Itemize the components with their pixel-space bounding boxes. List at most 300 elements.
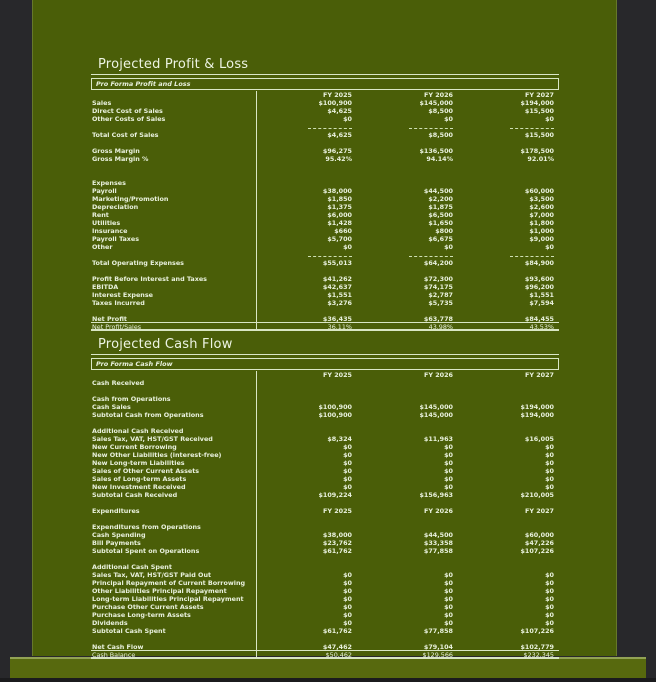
cell-value: $50,462 xyxy=(325,651,352,659)
table-row xyxy=(91,179,559,187)
cell-value: $178,500 xyxy=(520,147,554,155)
spacer-row xyxy=(91,515,559,523)
cell-value: $44,500 xyxy=(423,187,453,195)
dash-separator xyxy=(352,123,453,131)
spacer-row xyxy=(91,387,559,395)
cell-value xyxy=(352,139,453,147)
table-row xyxy=(91,435,559,443)
background-window-bar xyxy=(10,657,646,678)
table-row xyxy=(91,219,559,227)
cell-value: $136,500 xyxy=(419,147,453,155)
cell-value: $2,600 xyxy=(529,203,554,211)
cell-value: $38,000 xyxy=(322,187,352,195)
profit-loss-title: Projected Profit & Loss xyxy=(91,57,559,75)
table-row xyxy=(91,611,559,619)
cell-value: $77,858 xyxy=(423,547,453,555)
cell-value: 43.98% xyxy=(428,323,453,331)
profit-loss-subtitle-label: Pro Forma Profit and Loss xyxy=(96,80,191,88)
cell-value xyxy=(352,555,453,563)
cell-value: $60,000 xyxy=(524,187,554,195)
row-label: Sales Tax, VAT, HST/GST Received xyxy=(91,435,257,443)
cell-value: $0 xyxy=(545,475,554,483)
cell-value xyxy=(257,523,352,531)
row-label: EBITDA xyxy=(91,283,257,291)
cell-value xyxy=(352,499,453,507)
cell-value: $7,000 xyxy=(529,211,554,219)
table-row xyxy=(91,459,559,467)
table-row xyxy=(91,547,559,555)
cell-value xyxy=(453,395,559,403)
table-row xyxy=(91,643,559,651)
cell-value: $0 xyxy=(444,571,453,579)
cell-value: $38,000 xyxy=(322,531,352,539)
profit-loss-subtitle xyxy=(91,78,559,90)
dash-separator xyxy=(453,123,559,131)
table-row xyxy=(91,507,559,515)
cell-value: $61,762 xyxy=(322,627,352,635)
table-row xyxy=(91,299,559,307)
row-label: Payroll Taxes xyxy=(91,235,257,243)
table-row xyxy=(91,587,559,595)
cell-value: $74,175 xyxy=(423,283,453,291)
row-label: Other Liabilities Principal Repayment xyxy=(91,587,257,595)
cell-value: $0 xyxy=(343,595,352,603)
row-label: Purchase Long-term Assets xyxy=(91,611,257,619)
table-row xyxy=(91,395,559,403)
row-label: Rent xyxy=(91,211,257,219)
cell-value: $6,500 xyxy=(428,211,453,219)
cell-value: $0 xyxy=(545,579,554,587)
dash-separator xyxy=(453,251,559,259)
cell-value: $0 xyxy=(444,467,453,475)
cell-value: $2,200 xyxy=(428,195,453,203)
cell-value: $1,875 xyxy=(428,203,453,211)
cell-value: $7,594 xyxy=(529,299,554,307)
cell-value: FY 2025 xyxy=(322,371,352,379)
cell-value: $145,000 xyxy=(419,403,453,411)
cell-value xyxy=(352,523,453,531)
cell-value: $0 xyxy=(343,483,352,491)
spacer-row xyxy=(91,555,559,563)
row-label: Long-term Liabilities Principal Repayment xyxy=(91,595,257,603)
table-row xyxy=(91,467,559,475)
cell-value: FY 2025 xyxy=(322,507,352,515)
row-label: Cash Balance xyxy=(91,651,257,657)
table-row xyxy=(91,235,559,243)
row-label: Marketing/Promotion xyxy=(91,195,257,203)
row-label: Cash Received xyxy=(91,379,257,387)
cell-value: $210,005 xyxy=(520,491,554,499)
cell-value: $1,850 xyxy=(327,195,352,203)
cell-value xyxy=(257,267,352,275)
table-row xyxy=(91,379,559,387)
row-label xyxy=(91,555,257,563)
spacer-row xyxy=(91,635,559,643)
table-row xyxy=(91,315,559,323)
spacer-row xyxy=(91,267,559,275)
dash-separator xyxy=(257,123,352,131)
cell-value: $72,300 xyxy=(423,275,453,283)
cell-value: $0 xyxy=(545,619,554,627)
cell-value: $0 xyxy=(545,115,554,123)
cell-value: FY 2026 xyxy=(423,507,453,515)
cell-value xyxy=(352,179,453,187)
cell-value: FY 2025 xyxy=(322,91,352,99)
cell-value: $2,787 xyxy=(428,291,453,299)
cell-value: $0 xyxy=(545,451,554,459)
spacer-row xyxy=(91,171,559,179)
row-label xyxy=(91,515,257,523)
cell-value: $0 xyxy=(545,459,554,467)
table-row xyxy=(91,563,559,571)
cell-value: $145,000 xyxy=(419,411,453,419)
cell-value: 92.01% xyxy=(527,155,554,163)
cell-value: $100,900 xyxy=(318,403,352,411)
table-row xyxy=(91,147,559,155)
report-content xyxy=(91,0,559,659)
table-row xyxy=(91,651,559,659)
cell-value: $47,226 xyxy=(524,539,554,547)
spacer-row xyxy=(91,163,559,171)
cell-value: $4,625 xyxy=(327,131,352,139)
table-row xyxy=(91,283,559,291)
cell-value xyxy=(352,267,453,275)
cell-value: $0 xyxy=(343,571,352,579)
table-row xyxy=(91,259,559,267)
cell-value: $1,551 xyxy=(327,291,352,299)
cell-value: FY 2027 xyxy=(524,371,554,379)
cell-value: $1,551 xyxy=(529,291,554,299)
cell-value: $0 xyxy=(343,475,352,483)
cell-value: $84,455 xyxy=(524,315,554,323)
table-row xyxy=(91,603,559,611)
row-label xyxy=(91,267,257,275)
row-label: Subtotal Cash Received xyxy=(91,491,257,499)
cell-value: $0 xyxy=(444,579,453,587)
row-label xyxy=(91,171,257,179)
cell-value xyxy=(453,499,559,507)
table-row xyxy=(91,99,559,107)
dash-line xyxy=(409,251,453,257)
table-row xyxy=(91,203,559,211)
table-row xyxy=(91,475,559,483)
spacer-row xyxy=(91,419,559,427)
row-label: Sales xyxy=(91,99,257,107)
cell-value: $79,104 xyxy=(423,643,453,651)
cell-value xyxy=(453,307,559,315)
cell-value: $3,500 xyxy=(529,195,554,203)
cell-value: $232,345 xyxy=(523,651,554,659)
cell-value: $4,625 xyxy=(327,107,352,115)
row-label: Expenditures from Operations xyxy=(91,523,257,531)
cell-value xyxy=(257,307,352,315)
table-row xyxy=(91,155,559,163)
row-label: Expenditures xyxy=(91,507,257,515)
cell-value: $0 xyxy=(343,459,352,467)
table-row xyxy=(91,427,559,435)
cash-flow-table xyxy=(91,371,559,659)
cell-value xyxy=(453,555,559,563)
cell-value xyxy=(257,379,352,387)
table-row xyxy=(91,483,559,491)
screen-bottom-edge xyxy=(0,678,656,682)
report-page xyxy=(32,0,617,659)
row-label xyxy=(91,123,257,131)
table-row xyxy=(91,107,559,115)
cell-value xyxy=(352,387,453,395)
table-row xyxy=(91,571,559,579)
cell-value: $8,324 xyxy=(327,435,352,443)
row-label: Other Costs of Sales xyxy=(91,115,257,123)
cell-value: $0 xyxy=(545,611,554,619)
row-label: Taxes Incurred xyxy=(91,299,257,307)
cell-value xyxy=(257,427,352,435)
cell-value: $0 xyxy=(444,443,453,451)
cell-value: $0 xyxy=(343,443,352,451)
cell-value: $0 xyxy=(545,603,554,611)
cell-value: $0 xyxy=(444,587,453,595)
table-row xyxy=(91,491,559,499)
row-label: New Investment Received xyxy=(91,483,257,491)
cell-value: $55,013 xyxy=(322,259,352,267)
cell-value xyxy=(257,419,352,427)
cell-value: $1,650 xyxy=(428,219,453,227)
table-row xyxy=(91,123,559,131)
cell-value: $102,779 xyxy=(520,643,554,651)
cell-value: $107,226 xyxy=(520,547,554,555)
row-label: Utilities xyxy=(91,219,257,227)
profit-loss-section xyxy=(91,57,559,331)
dash-separator xyxy=(352,251,453,259)
cell-value: $0 xyxy=(343,115,352,123)
cell-value xyxy=(352,395,453,403)
cell-value xyxy=(453,563,559,571)
cell-value: $9,000 xyxy=(529,235,554,243)
cell-value: $0 xyxy=(545,587,554,595)
cell-value xyxy=(453,163,559,171)
cell-value xyxy=(257,395,352,403)
cash-flow-subtitle-label: Pro Forma Cash Flow xyxy=(96,360,173,368)
cell-value xyxy=(257,139,352,147)
cell-value: $0 xyxy=(444,115,453,123)
cell-value: $15,500 xyxy=(524,131,554,139)
row-label: Sales of Other Current Assets xyxy=(91,467,257,475)
row-label: Principal Repayment of Current Borrowing xyxy=(91,579,257,587)
cell-value: $96,200 xyxy=(524,283,554,291)
cell-value: 43.53% xyxy=(529,323,554,331)
cell-value: $33,358 xyxy=(423,539,453,547)
row-label: New Current Borrowing xyxy=(91,443,257,451)
cell-value: $0 xyxy=(545,571,554,579)
cell-value: $0 xyxy=(545,443,554,451)
row-label: Net Cash Flow xyxy=(91,643,257,650)
row-label: Net Profit xyxy=(91,315,257,322)
cell-value: $6,675 xyxy=(428,235,453,243)
cell-value xyxy=(352,379,453,387)
row-label xyxy=(91,635,257,643)
row-label: Profit Before Interest and Taxes xyxy=(91,275,257,283)
row-label: Net Profit/Sales xyxy=(91,323,257,329)
table-row xyxy=(91,115,559,123)
row-label: Sales Tax, VAT, HST/GST Paid Out xyxy=(91,571,257,579)
table-row xyxy=(91,531,559,539)
row-label xyxy=(91,163,257,171)
row-label: Dividends xyxy=(91,619,257,627)
row-label: Insurance xyxy=(91,227,257,235)
cell-value: $6,000 xyxy=(327,211,352,219)
table-row xyxy=(91,187,559,195)
cell-value: $15,500 xyxy=(524,107,554,115)
cell-value: $0 xyxy=(343,451,352,459)
cell-value xyxy=(352,171,453,179)
dash-separator xyxy=(257,251,352,259)
row-label: Expenses xyxy=(91,179,257,187)
row-label xyxy=(91,139,257,147)
table-row xyxy=(91,291,559,299)
cell-value: $0 xyxy=(343,243,352,251)
cell-value: $1,000 xyxy=(529,227,554,235)
row-label: Cash from Operations xyxy=(91,395,257,403)
cell-value: $1,375 xyxy=(327,203,352,211)
row-label: Bill Payments xyxy=(91,539,257,547)
cell-value: $5,735 xyxy=(428,299,453,307)
cell-value: $5,700 xyxy=(327,235,352,243)
cell-value xyxy=(257,515,352,523)
cell-value: $84,900 xyxy=(524,259,554,267)
row-label: Gross Margin % xyxy=(91,155,257,163)
cell-value xyxy=(352,563,453,571)
cell-value: $0 xyxy=(343,619,352,627)
cash-flow-title: Projected Cash Flow xyxy=(91,337,559,355)
cell-value: $93,600 xyxy=(524,275,554,283)
cell-value: $0 xyxy=(444,475,453,483)
dash-line xyxy=(308,123,352,129)
row-label: New Long-term Liabilities xyxy=(91,459,257,467)
cell-value: 94.14% xyxy=(426,155,453,163)
row-label: Additional Cash Spent xyxy=(91,563,257,571)
cell-value: $1,800 xyxy=(529,219,554,227)
table-row xyxy=(91,579,559,587)
cell-value: FY 2027 xyxy=(524,91,554,99)
cell-value: $0 xyxy=(444,595,453,603)
table-row xyxy=(91,131,559,139)
cell-value: $0 xyxy=(545,243,554,251)
cell-value xyxy=(257,171,352,179)
cell-value: $0 xyxy=(545,467,554,475)
cell-value: $145,000 xyxy=(419,99,453,107)
cell-value: $194,000 xyxy=(520,99,554,107)
cell-value: $107,226 xyxy=(520,627,554,635)
cell-value: $3,276 xyxy=(327,299,352,307)
cell-value: $0 xyxy=(545,483,554,491)
row-label: Direct Cost of Sales xyxy=(91,107,257,115)
table-row xyxy=(91,243,559,251)
cell-value xyxy=(352,427,453,435)
cell-value: $0 xyxy=(444,483,453,491)
table-row xyxy=(91,91,559,99)
dash-line xyxy=(308,251,352,257)
row-label xyxy=(91,307,257,315)
cell-value: $60,000 xyxy=(524,531,554,539)
row-label: Sales of Long-term Assets xyxy=(91,475,257,483)
cell-value xyxy=(453,427,559,435)
cell-value: $156,963 xyxy=(419,491,453,499)
row-label xyxy=(91,499,257,507)
cell-value: $0 xyxy=(343,467,352,475)
dash-line xyxy=(510,123,554,129)
cell-value: $0 xyxy=(444,619,453,627)
row-label xyxy=(91,251,257,259)
cell-value xyxy=(453,419,559,427)
cell-value: $0 xyxy=(343,611,352,619)
cell-value: $194,000 xyxy=(520,403,554,411)
cell-value xyxy=(453,635,559,643)
cell-value xyxy=(257,163,352,171)
cell-value xyxy=(453,171,559,179)
row-label: Total Cost of Sales xyxy=(91,131,257,139)
row-label: Subtotal Spent on Operations xyxy=(91,547,257,555)
spacer-row xyxy=(91,499,559,507)
row-label: New Other Liabilities (interest-free) xyxy=(91,451,257,459)
row-label xyxy=(91,371,257,379)
row-label: Additional Cash Received xyxy=(91,427,257,435)
cell-value: FY 2026 xyxy=(423,91,453,99)
cell-value: $0 xyxy=(444,459,453,467)
table-row xyxy=(91,251,559,259)
cell-value xyxy=(352,515,453,523)
cell-value xyxy=(352,163,453,171)
cell-value: $800 xyxy=(435,227,453,235)
table-row xyxy=(91,403,559,411)
cell-value xyxy=(257,387,352,395)
row-label xyxy=(91,91,257,99)
row-label xyxy=(91,419,257,427)
cell-value xyxy=(352,307,453,315)
row-label: Purchase Other Current Assets xyxy=(91,603,257,611)
table-row xyxy=(91,211,559,219)
cell-value xyxy=(352,635,453,643)
cell-value xyxy=(257,499,352,507)
cell-value: $100,900 xyxy=(318,411,352,419)
cell-value xyxy=(352,419,453,427)
table-row xyxy=(91,323,559,331)
spacer-row xyxy=(91,307,559,315)
row-label: Gross Margin xyxy=(91,147,257,155)
table-row xyxy=(91,195,559,203)
cell-value: FY 2027 xyxy=(524,507,554,515)
cell-value: $8,500 xyxy=(428,131,453,139)
cell-value: $0 xyxy=(444,603,453,611)
table-row xyxy=(91,451,559,459)
cell-value: $0 xyxy=(545,595,554,603)
cell-value: $42,637 xyxy=(322,283,352,291)
cell-value: $8,500 xyxy=(428,107,453,115)
row-label: Interest Expense xyxy=(91,291,257,299)
cell-value: $194,000 xyxy=(520,411,554,419)
table-row xyxy=(91,595,559,603)
cell-value xyxy=(257,563,352,571)
table-row xyxy=(91,371,559,379)
cell-value xyxy=(453,387,559,395)
cell-value xyxy=(257,179,352,187)
cell-value: $129,566 xyxy=(422,651,453,659)
dash-line xyxy=(510,251,554,257)
profit-loss-table xyxy=(91,91,559,331)
cell-value: $0 xyxy=(444,451,453,459)
cell-value xyxy=(453,523,559,531)
row-label: Payroll xyxy=(91,187,257,195)
cell-value: FY 2026 xyxy=(423,371,453,379)
